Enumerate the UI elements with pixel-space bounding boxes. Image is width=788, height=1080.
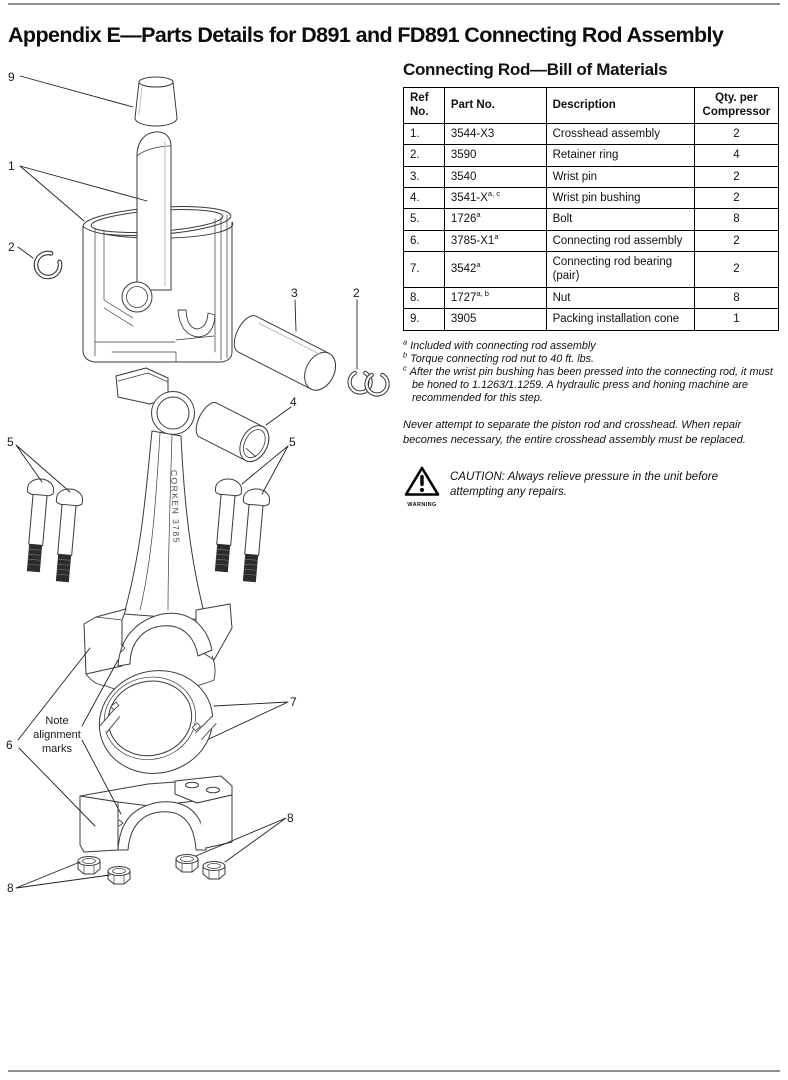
callout-4: 4 xyxy=(290,395,297,409)
callout-7: 7 xyxy=(290,695,297,709)
rod-engraving: CORKEN 3785 xyxy=(169,469,182,545)
cell-ref: 7. xyxy=(404,252,445,288)
hex-nut xyxy=(176,855,198,873)
cell-qty: 2 xyxy=(694,187,778,208)
wrist-pin-bushing xyxy=(191,399,274,466)
callout-9: 9 xyxy=(8,70,15,84)
cell-qty: 2 xyxy=(694,252,778,288)
cell-qty: 2 xyxy=(694,123,778,144)
cell-desc: Wrist pin xyxy=(546,166,694,187)
bill-of-materials-section xyxy=(403,60,779,508)
cell-part: 3540 xyxy=(444,166,546,187)
callout-1: 1 xyxy=(8,159,15,173)
diagram-note-line1: Note xyxy=(45,715,69,727)
retainer-ring xyxy=(36,253,60,277)
top-rule xyxy=(8,3,780,5)
hex-nut xyxy=(78,857,100,875)
cell-desc: Connecting rod assembly xyxy=(546,230,694,251)
caution-text: CAUTION: Always relieve pressure in the unit before attempting any repairs. xyxy=(450,470,719,499)
table-row xyxy=(404,209,779,230)
cell-part: 3544-X3 xyxy=(444,123,546,144)
callout-8-right: 8 xyxy=(287,811,294,825)
col-header-ref: Ref No. xyxy=(404,88,445,124)
cell-part: 3590 xyxy=(444,145,546,166)
cell-ref: 4. xyxy=(404,187,445,208)
cell-ref: 9. xyxy=(404,309,445,330)
cell-part: 3542$^a$ xyxy=(444,252,546,288)
leader-lines xyxy=(16,76,357,888)
callout-2-right: 2 xyxy=(353,286,360,300)
cell-qty: 8 xyxy=(694,209,778,230)
cell-ref: 3. xyxy=(404,166,445,187)
callout-8-left: 8 xyxy=(7,881,14,895)
bolt xyxy=(236,488,270,583)
cell-part: 3785-X1$^a$ xyxy=(444,230,546,251)
table-row xyxy=(404,145,779,166)
bom-heading: Connecting Rod—Bill of Materials xyxy=(403,60,668,79)
footnote: $^a$ Included with connecting rod assembly xyxy=(403,336,596,352)
warning-triangle-icon xyxy=(403,466,441,508)
caution-note xyxy=(403,466,763,508)
cell-ref: 1. xyxy=(404,123,445,144)
table-row xyxy=(404,166,779,187)
table-row xyxy=(404,252,779,288)
col-header-desc: Description xyxy=(546,88,694,124)
cell-qty: 4 xyxy=(694,145,778,166)
cell-desc: Wrist pin bushing xyxy=(546,187,694,208)
bom-table xyxy=(403,87,779,331)
crosshead-note: Never attempt to separate the piston rod and crosshead. When repair becomes necessary, the entire crosshead assembly must be replaced. xyxy=(403,419,746,446)
cell-desc: Crosshead assembly xyxy=(546,123,694,144)
cell-ref: 6. xyxy=(404,230,445,251)
cell-qty: 8 xyxy=(694,287,778,308)
cell-qty: 1 xyxy=(694,309,778,330)
warning-label: WARNING xyxy=(407,501,437,508)
table-row xyxy=(404,287,779,308)
cell-part: $3541-X^{a, c}$ xyxy=(444,187,546,208)
callout-3: 3 xyxy=(291,286,298,300)
exploded-diagram xyxy=(0,55,400,900)
hex-nut xyxy=(203,862,225,880)
footnote: $^c$ After the wrist pin bushing has been pressed into the connecting rod, it must be honed to 1.1263/1.1259. A hydraulic press and honing machine are recommended for this step. xyxy=(403,363,773,405)
callout-6: 6 xyxy=(6,738,13,752)
table-row xyxy=(404,230,779,251)
cell-desc: Retainer ring xyxy=(546,145,694,166)
diagram-note-line3: marks xyxy=(42,743,72,755)
page-title: Appendix E—Parts Details for D891 and FD891 Connecting Rod Assembly xyxy=(8,23,724,48)
cell-part: 3905 xyxy=(444,309,546,330)
bearing-cap xyxy=(80,776,232,852)
footnotes xyxy=(403,336,779,406)
cell-part: 1727$^{a, b}$ xyxy=(444,287,546,308)
callout-2-left: 2 xyxy=(8,240,15,254)
footnote: $^b$ Torque connecting rod nut to 40 ft. lbs. xyxy=(403,350,595,365)
bolt xyxy=(49,488,83,583)
cell-ref: 8. xyxy=(404,287,445,308)
packing-cone xyxy=(135,77,177,126)
retainer-ring xyxy=(350,373,388,395)
cell-desc: Bolt xyxy=(546,209,694,230)
callout-5-left: 5 xyxy=(7,435,14,449)
col-header-part: Part No. xyxy=(444,88,546,124)
cell-qty: 2 xyxy=(694,166,778,187)
piston-rod xyxy=(137,132,171,290)
cell-ref: 5. xyxy=(404,209,445,230)
callout-5-right: 5 xyxy=(289,435,296,449)
bottom-rule xyxy=(8,1070,780,1072)
table-row xyxy=(404,309,779,330)
cell-qty: 2 xyxy=(694,230,778,251)
bolt xyxy=(208,478,242,573)
table-row xyxy=(404,187,779,208)
alignment-mark xyxy=(119,820,123,826)
bolt xyxy=(20,478,54,573)
bom-header-row xyxy=(404,88,779,124)
cell-part: 1726$^a$ xyxy=(444,209,546,230)
col-header-qty: Qty. per Compressor xyxy=(694,88,778,124)
wrist-pin xyxy=(229,312,342,396)
cell-ref: 2. xyxy=(404,145,445,166)
cell-desc: Nut xyxy=(546,287,694,308)
cell-desc: Packing installation cone xyxy=(546,309,694,330)
cell-desc: Connecting rod bearing (pair) xyxy=(546,252,694,288)
diagram-note-line2: alignment xyxy=(33,729,81,741)
hex-nut xyxy=(108,867,130,885)
table-row xyxy=(404,123,779,144)
